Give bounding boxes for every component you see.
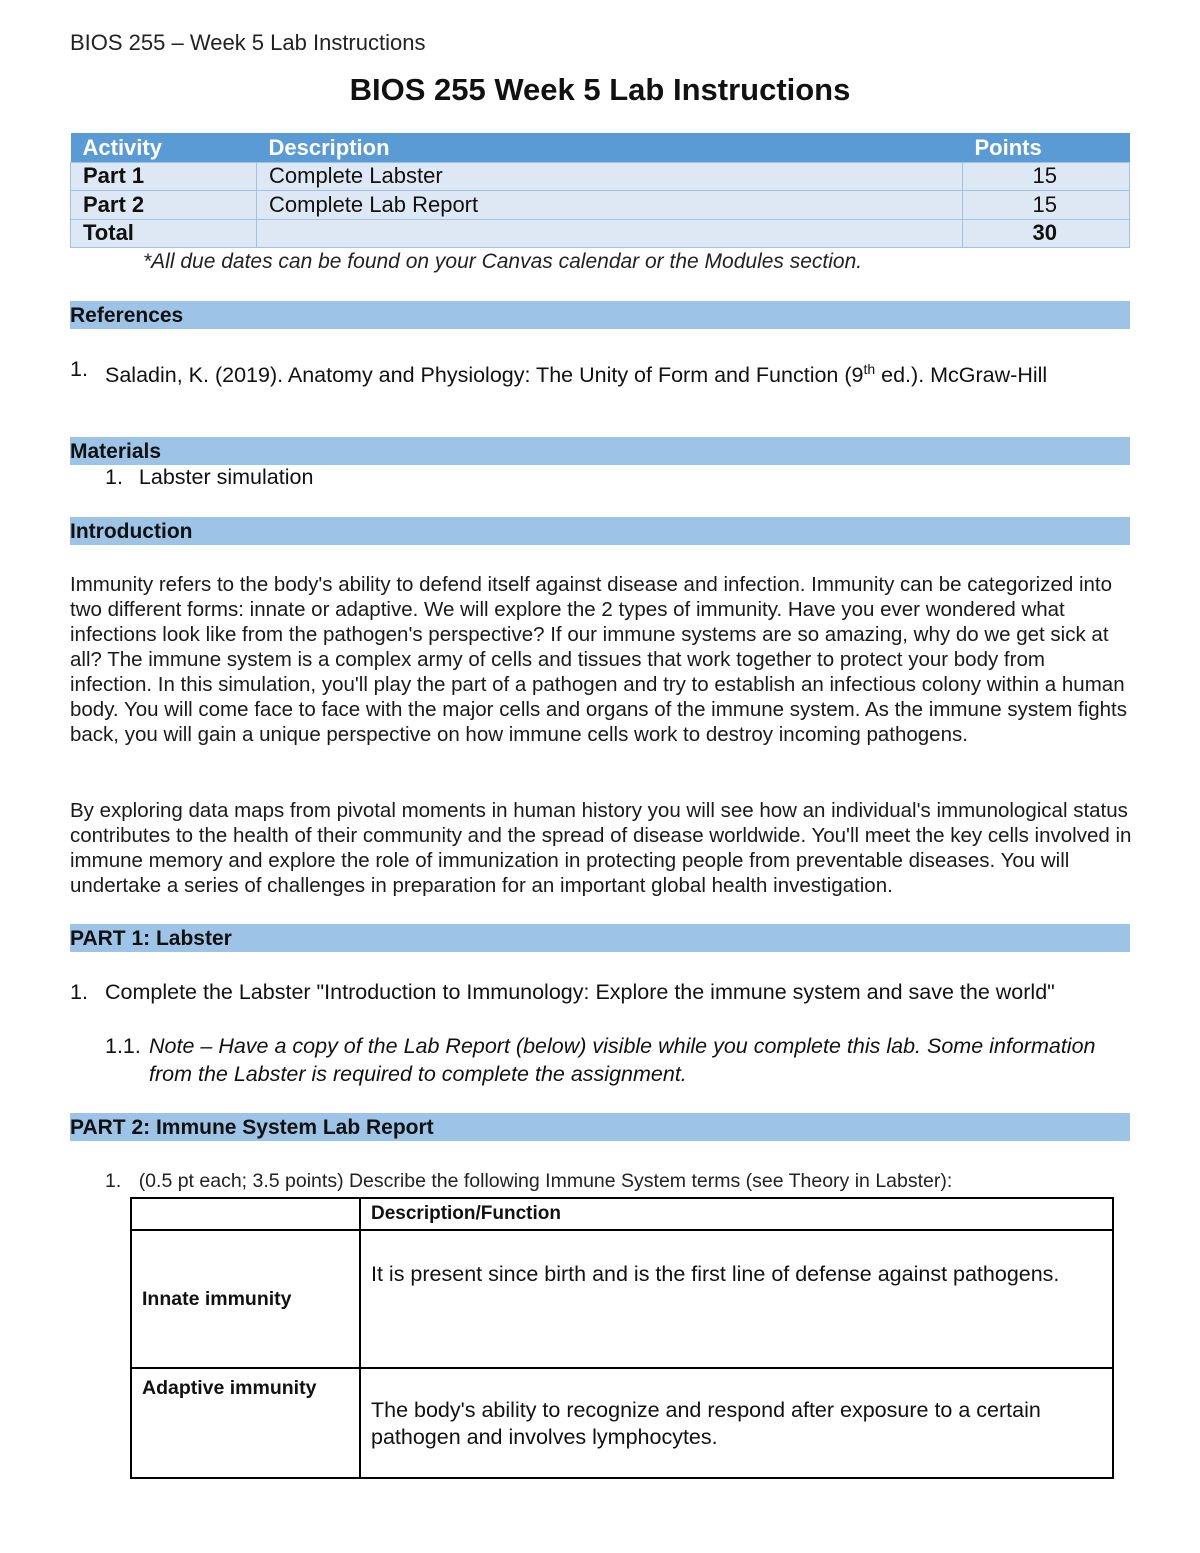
intro-paragraph-2: By exploring data maps from pivotal moments in human history you will see how an individual's immunological status contributes to the health of their community and the spread of disease worldwide. You'll meet the key cells involved in immune memory and explore the role of immunization in protecting people from preventable diseases. You will undertake a series of challenges in preparation for an important global health investigation. (70, 799, 1132, 897)
part1-note-text: Note – Have a copy of the Lab Report (below) visible while you complete this lab. Some information from the Labster is required to complete the assignment. (149, 1034, 1096, 1086)
list-number: 1. (105, 465, 123, 489)
header-description: Description (257, 134, 963, 163)
introduction-heading: Introduction (70, 517, 1130, 545)
references-heading: References (70, 301, 1130, 329)
empty-header-cell (131, 1198, 360, 1230)
reference-text: Saladin, K. (2019). Anatomy and Physiology: The Unity of Form and Function (9th ed.). McGraw-Hill (105, 361, 1048, 388)
material-text: Labster simulation (138, 465, 314, 489)
list-number: 1. (70, 980, 88, 1004)
term-cell: Adaptive immunity (131, 1368, 360, 1478)
header-points: Points (963, 134, 1130, 163)
due-dates-note: *All due dates can be found on your Canvas calendar or the Modules section. (143, 250, 863, 273)
part1-item (70, 979, 1130, 1006)
table-row (131, 1230, 1113, 1368)
reference-item (70, 356, 1130, 389)
table-row-total (71, 219, 1130, 248)
activity-cell: Part 2 (71, 191, 257, 220)
description-cell: It is present since birth and is the first line of defense against pathogens. (360, 1230, 1113, 1368)
table-row (71, 191, 1130, 220)
activity-table-header (71, 134, 1130, 163)
table-row (71, 162, 1130, 191)
description-cell: The body's ability to recognize and respond after exposure to a certain pathogen and involves lymphocytes. (360, 1368, 1113, 1478)
points-cell: 30 (963, 219, 1130, 248)
material-item (105, 465, 313, 490)
description-cell: Complete Labster (257, 162, 963, 191)
header-description-function: Description/Function (360, 1198, 1113, 1230)
materials-heading: Materials (70, 437, 1130, 465)
activity-cell: Total (71, 219, 257, 248)
list-number: 1.1. (105, 1034, 141, 1058)
part2-item (105, 1170, 952, 1193)
list-number: 1. (105, 1170, 122, 1192)
intro-paragraph-1: Immunity refers to the body's ability to defend itself against disease and infection. Immunity can be categorized into two different forms: innate or adaptive. We will explore the 2 types of immunity. Have you ever wondered what infections look like from the pathogen's perspective? If our immune systems are so amazing, why do we get sick at all? The immune system is a complex army of cells and tissues that work together to protect your body from infection. In this simulation, you'll play the part of a pathogen and try to establish an infectious colony within a human body. You will come face to face with the major cells and organs of the immune system. As the immune system fights back, you will gain a unique perspective on how immune cells work to destroy incoming pathogens. (70, 573, 1128, 746)
part1-subitem (105, 1032, 1105, 1088)
part2-heading: PART 2: Immune System Lab Report (70, 1113, 1130, 1141)
immune-terms-table (130, 1197, 1114, 1479)
points-cell: 15 (963, 162, 1130, 191)
points-cell: 15 (963, 191, 1130, 220)
terms-table-header (131, 1198, 1113, 1230)
part1-heading: PART 1: Labster (70, 924, 1130, 952)
activity-table (70, 133, 1130, 248)
part2-item-text: (0.5 pt each; 3.5 points) Describe the following Immune System terms (see Theory in Labster): (138, 1170, 953, 1192)
page-title: BIOS 255 Week 5 Lab Instructions (349, 72, 851, 107)
description-cell (257, 219, 963, 248)
header-activity: Activity (71, 134, 257, 163)
running-header: BIOS 255 – Week 5 Lab Instructions (70, 30, 426, 55)
description-cell: Complete Lab Report (257, 191, 963, 220)
table-row (131, 1368, 1113, 1478)
part1-item-text: Complete the Labster "Introduction to Immunology: Explore the immune system and save the world" (105, 980, 1055, 1004)
term-cell: Innate immunity (131, 1230, 360, 1368)
list-number: 1. (70, 357, 88, 381)
activity-cell: Part 1 (71, 162, 257, 191)
